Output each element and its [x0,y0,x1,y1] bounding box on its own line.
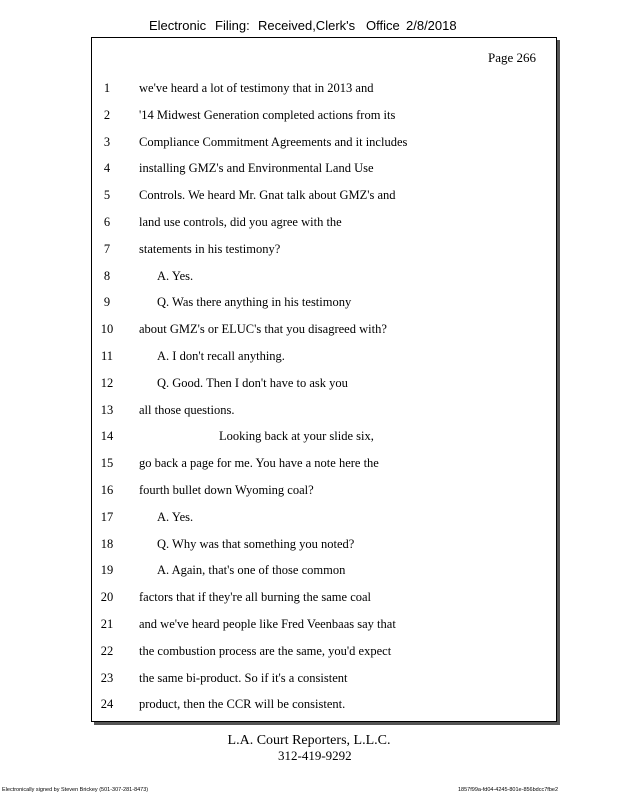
line-text: product, then the CCR will be consistent. [139,697,346,712]
transcript-line [92,295,556,315]
line-number: 11 [100,349,114,363]
line-number: 17 [100,509,114,524]
transcript-line [92,269,556,289]
line-text: A. Yes. [157,509,194,524]
line-number: 24 [100,697,114,712]
line-text: statements in his testimony? [139,241,281,256]
line-number: 2 [103,107,111,122]
transcript-line [92,510,556,530]
line-number: 5 [103,188,111,203]
transcript-page [91,37,557,722]
line-number: 7 [103,241,111,256]
transcript-line [92,108,556,128]
line-number: 22 [100,643,114,658]
line-text: Compliance Commitment Agreements and it includes [139,134,408,149]
document-hash: 1857f99a-fd04-4245-801e-856bdcc7fbe2 [458,787,558,793]
line-number: 14 [100,429,114,444]
line-text: about GMZ's or ELUC's that you disagreed with? [139,322,387,337]
transcript-line [92,81,556,101]
transcript-line [92,537,556,557]
footer-phone: 312-419-9292 [278,748,352,763]
line-text: Controls. We heard Mr. Gnat talk about GMZ's and [139,188,396,203]
line-number: 6 [103,215,111,229]
line-text: Q. Good. Then I don't have to ask you [157,375,348,390]
header-filing: Filing: [215,18,250,33]
transcript-line [92,188,556,208]
header-received: Received,Clerk's [258,18,356,33]
transcript-line [92,376,556,396]
line-text: A. Yes. [157,268,194,283]
line-number: 4 [103,161,111,176]
line-number: 12 [100,375,114,390]
transcript-line [92,215,556,235]
line-text: fourth bullet down Wyoming coal? [139,483,314,497]
transcript-line [92,349,556,369]
line-text: and we've heard people like Fred Veenbaas say that [139,617,396,631]
line-text: factors that if they're all burning the same coal [139,590,372,605]
transcript-line [92,456,556,476]
transcript-line [92,161,556,181]
header-electronic: Electronic [149,18,207,33]
line-text: go back a page for me. You have a note here the [139,456,379,471]
line-text: we've heard a lot of testimony that in 2013 and [139,81,374,95]
page-number: Page 266 [487,50,536,65]
transcript-line [92,322,556,342]
transcript-line [92,697,556,717]
transcript-line [92,403,556,423]
line-text: A. I don't recall anything. [157,349,285,363]
line-number: 18 [100,536,114,551]
line-number: 13 [100,402,114,417]
line-text: Q. Why was that something you noted? [157,536,355,551]
line-text: '14 Midwest Generation completed actions from its [139,107,396,122]
transcript-line [92,135,556,155]
line-number: 23 [100,670,114,685]
line-number: 3 [103,134,111,149]
line-text: all those questions. [139,402,235,417]
line-number: 8 [103,268,111,283]
line-number: 21 [100,617,114,631]
footer-company: L.A. Court Reporters, L.L.C. [227,733,391,748]
line-number: 1 [103,81,111,95]
line-number: 15 [100,456,114,471]
line-text: A. Again, that's one of those common [157,563,346,578]
line-number: 16 [100,483,114,497]
line-number: 20 [100,590,114,605]
line-number: 19 [100,563,114,578]
header-date: 2/8/2018 [406,18,457,33]
electronic-signature: Electronically signed by Steven Brickey (501-307-281-8473) [2,787,149,793]
line-text: the same bi-product. So if it's a consistent [139,670,348,685]
transcript-line [92,563,556,583]
filing-header [0,18,618,38]
line-text: installing GMZ's and Environmental Land Use [139,161,374,176]
transcript-line [92,671,556,691]
line-text: Looking back at your slide six, [219,429,374,444]
line-text: Q. Was there anything in his testimony [157,295,352,310]
transcript-line [92,429,556,449]
transcript-line [92,644,556,664]
transcript-line [92,483,556,503]
transcript-line [92,617,556,637]
line-text: land use controls, did you agree with the [139,215,342,229]
transcript-line [92,590,556,610]
transcript-line [92,242,556,262]
line-number: 9 [103,295,111,310]
line-text: the combustion process are the same, you'd expect [139,643,392,658]
header-office: Office [366,18,400,33]
line-number: 10 [100,322,114,337]
